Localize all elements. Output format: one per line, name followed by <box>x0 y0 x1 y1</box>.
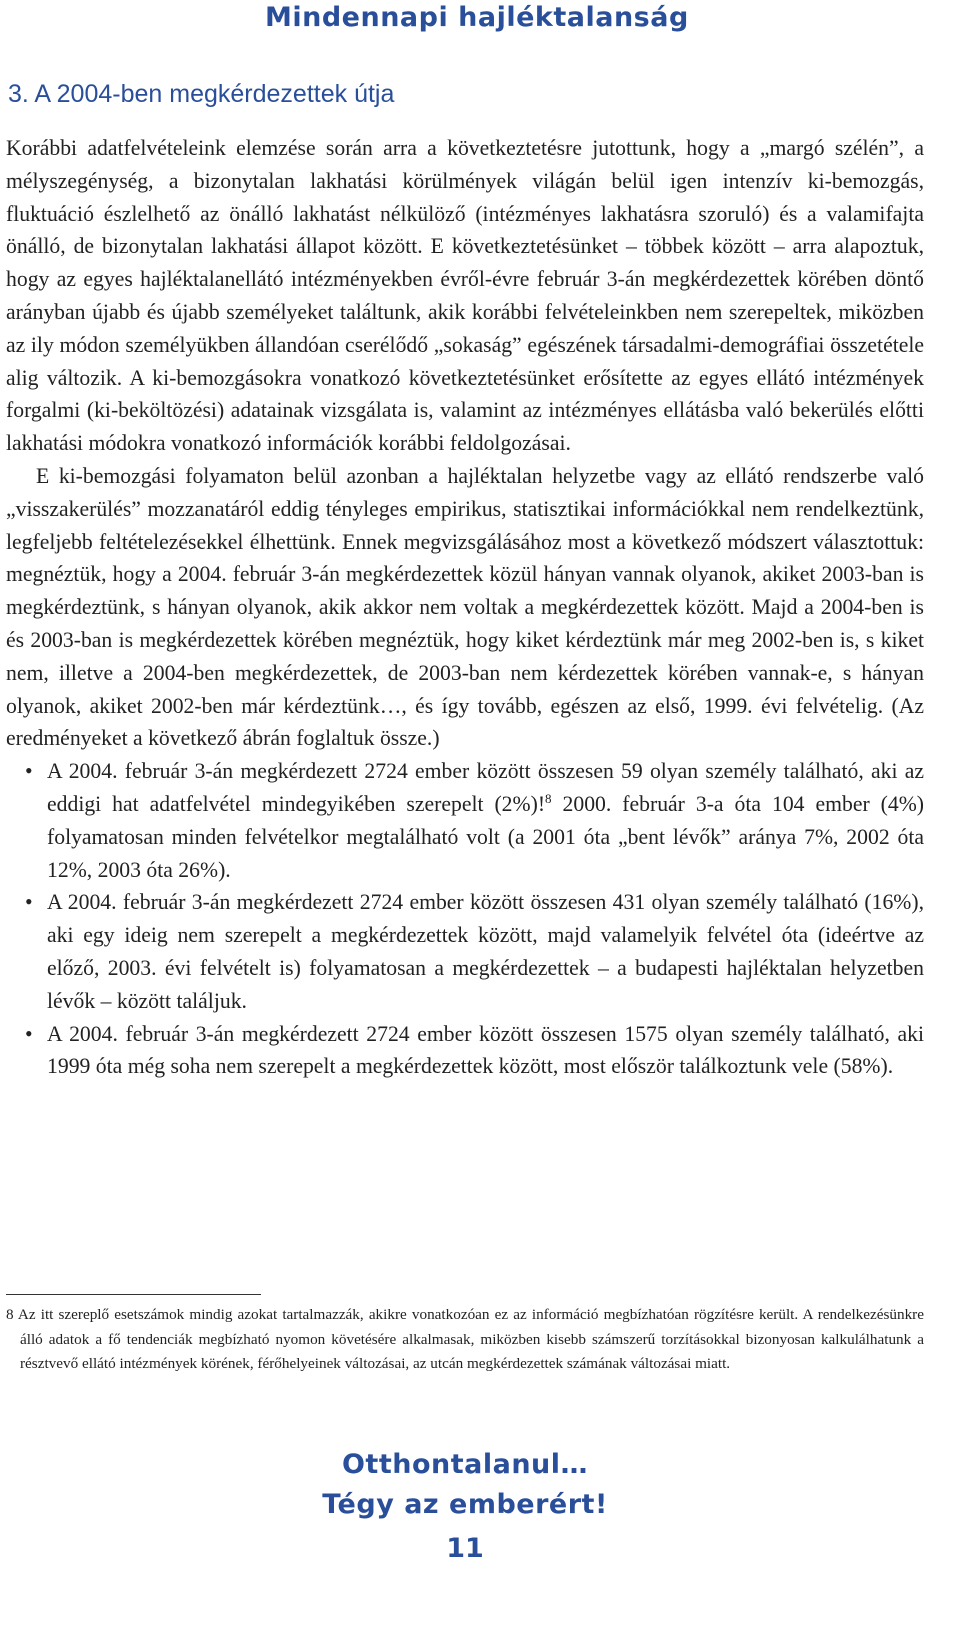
footnote-text-block <box>6 1303 924 1377</box>
running-header-title: Mindennapi hajléktalanság <box>265 2 689 33</box>
footnote <box>6 1303 924 1377</box>
footnote-divider <box>6 1294 261 1295</box>
list-item-text: 2000. február 3-a óta 104 ember (4%) folyamatosan minden felvételkor megtalálható volt (a 2001 óta „bent lévők” aránya 7%, 2002 óta 12%, 2003 óta 26%). <box>47 791 924 882</box>
footnote-number: 8 <box>6 1306 14 1323</box>
list-item-text: A 2004. február 3-án megkérdezett 2724 ember között összesen 59 olyan személy található, aki az eddigi hat adatfelvétel mindegyikében szerepelt (2%)! <box>47 759 924 816</box>
list-item-text: A 2004. február 3-án megkérdezett 2724 ember között összesen 1575 olyan személy található, aki 1999 óta még soha nem szerepelt a megkérdezettek között, most először találkoztunk vele (58%). <box>47 1021 924 1079</box>
footnote-text: Az itt szereplő esetszámok mindig azokat tartalmazzák, akikre vonatkozóan ez az információ megbízhatóan rögzítésre került. A rendelkezésünkre álló adatok a fő tendenciák megbízható nyomon követésére alkalmasak, miközben kisebb számszerű torzításokkal bizonyosan kalkulálhatunk a résztvevő ellátó intézmények körének, férőhelyeinek változásai, az utcán megkérdezettek számának változásai miatt. <box>13 1306 924 1373</box>
body-text <box>6 132 924 1083</box>
findings-list <box>6 755 924 1083</box>
list-item-text: A 2004. február 3-án megkérdezett 2724 ember között összesen 431 olyan személy található (16%), aki egy ideig nem szerepelt a megkérdezettek között, majd valamelyik felvétel óta (ideértve az előző, 2003. évi felvételt is) folyamatosan a megkérdezettek – a budapesti hajléktalan helyzetben lévők – között találjuk. <box>47 890 924 1013</box>
page-number: 11 <box>446 1533 484 1564</box>
bullet-marker: • <box>25 1021 33 1046</box>
list-item <box>6 755 924 886</box>
list-item <box>6 1018 924 1084</box>
paragraph: E ki-bemozgási folyamaton belül azonban a hajléktalan helyzetbe vagy az ellátó rendszerbe való „visszakerülés” mozzanatáról eddig tényleges empirikus, statisztikai információkkal nem rendelkeztünk, legfeljebb feltételezésekkel élhettünk. Ennek megvizsgálásához most a következő módszert választottuk: megnéztük, hogy a 2004. február 3-án megkérdezettek közül hányan vannak olyanok, akiket 2003-ban is megkérdeztünk, s hányan olyanok, akik akkor nem voltak a megkérdezettek között. Majd a 2004-ben is és 2003-ban is megkérdezettek körében megnéztük, hogy kiket kérdeztünk már meg 2002-ben is, s kiket nem, illetve a 2004-ben megkérdezettek, de 2003-ban nem kérdezettek körében vannak-e, s hányan olyanok, akiket 2002-ben már kérdeztünk…, és így tovább, egészen az első, 1999. évi felvételig. (Az eredményeket a következő ábrán foglaltuk össze.) <box>6 463 924 751</box>
paragraph: Korábbi adatfelvételeink elemzése során arra a következtetésre jutottunk, hogy a „margó szélén”, a mélyszegénység, a bizonytalan lakhatási körülmények világán belül igen intenzív ki-bemozgás, fluktuáció észlelhető az önálló lakhatást nélkülöző (intézményes lakhatásra szoruló) és a valamifajta önálló, de bizonytalan lakhatási állapot között. E következtetésünket – többek között – arra alapoztuk, hogy az egyes hajléktalanellátó intézményekben évről-évre február 3-án megkérdezettek körében döntő arányban újabb és újabb személyeket találtunk, akik korábbi felvételeinkben nem szerepeltek, miközben az ily módon személyükben állandóan cserélődő „sokaság” egészének társadalmi-demográfiai összetétele alig változik. A ki-bemozgásokra vonatkozó következtetésünket erősítette az egyes ellátó intézmények forgalmi (ki-beköltözési) adatainak vizsgálata is, valamint az intézményes ellátásba való bekerülés előtti lakhatási módokra vonatkozó információk korábbi feldolgozásai. <box>6 136 924 456</box>
footer-slogan-line-2: Tégy az emberért! <box>322 1489 608 1520</box>
footnote-reference[interactable]: 8 <box>545 790 552 806</box>
footer-slogan-line-1: Otthontalanul… <box>341 1449 589 1480</box>
bullet-marker: • <box>25 759 33 784</box>
section-heading: 3. A 2004-ben megkérdezettek útja <box>8 80 395 108</box>
list-item <box>6 886 924 1017</box>
bullet-marker: • <box>25 890 33 915</box>
